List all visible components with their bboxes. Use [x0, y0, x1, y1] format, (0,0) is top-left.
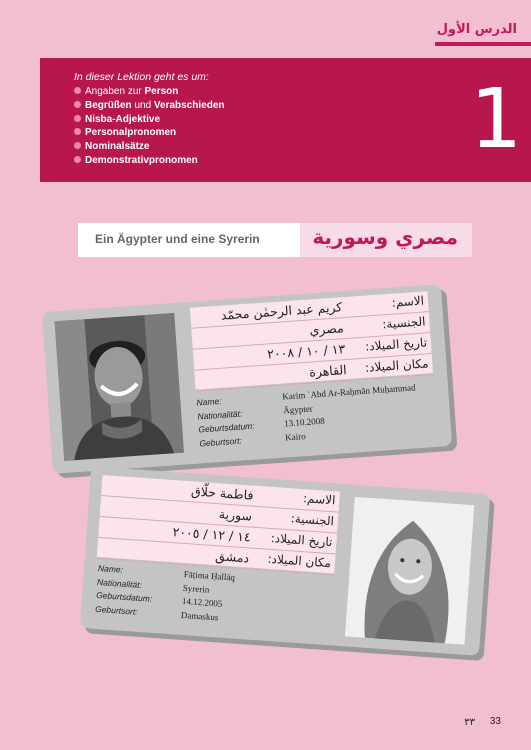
topic-bold: Nominalsätze [85, 141, 150, 153]
arabic-label: الجنسية: [381, 314, 426, 332]
german-form [196, 381, 439, 452]
page-number-arabic: ٣٣ [464, 717, 475, 728]
portrait-photo-man [55, 313, 184, 461]
id-card-karim [42, 284, 452, 474]
arabic-value: سورية [218, 506, 253, 524]
german-label: Name: [97, 562, 124, 575]
title-german: Ein Ägypter und eine Syrerin [95, 232, 260, 246]
bullet-icon [74, 87, 81, 94]
topic-bold: Demonstrativpronomen [85, 154, 198, 166]
topic-list [74, 85, 225, 168]
arabic-value: ١٤ / ١٢ / ٢٠٠٥ [172, 524, 252, 545]
id-card-fatima [80, 466, 490, 656]
lesson-banner [40, 58, 531, 182]
arabic-value: مصري [308, 320, 345, 338]
german-label: Geburtsdatum: [95, 589, 153, 604]
arabic-label: مكان الميلاد: [267, 551, 332, 571]
bullet-icon [74, 156, 81, 163]
arabic-label: تاريخ الميلاد: [364, 335, 428, 354]
german-value: Kairo [284, 430, 306, 442]
arabic-label: الاسم: [391, 293, 425, 310]
topic-item [74, 140, 225, 154]
bullet-icon [74, 101, 81, 108]
topic-item [74, 113, 225, 127]
german-label: Nationalität: [96, 576, 143, 590]
german-value: Ägypter [282, 403, 314, 416]
topic-item [74, 126, 225, 140]
arabic-value: كريم عبد الرحمٰن محمّد [220, 299, 343, 323]
arabic-label: الاسم: [302, 491, 336, 508]
section-title [78, 223, 472, 257]
arabic-value: القاهرة [308, 362, 348, 380]
arabic-label: الجنسية: [290, 511, 335, 529]
arabic-label: مكان الميلاد: [364, 356, 429, 375]
german-label: Geburtsort: [94, 603, 139, 617]
german-label: Nationalität: [197, 407, 243, 422]
topic-bold: Nisba-Adjektive [85, 113, 161, 125]
arabic-label: تاريخ الميلاد: [270, 530, 333, 550]
topic-item [74, 99, 225, 113]
german-value: Fāṭima Ḥallāq [183, 568, 236, 583]
arabic-value: فاطمة حلّاق [190, 483, 255, 503]
german-value: 13.10.2008 [283, 415, 325, 429]
topic-bold: Begrüßen [85, 99, 132, 111]
banner-intro: In dieser Lektion geht es um: [74, 71, 209, 83]
topic-text: und [131, 99, 154, 111]
arabic-value: ١٣ / ١٠ / ٢٠٠٨ [266, 341, 346, 362]
lesson-underline [435, 42, 531, 46]
arabic-form [190, 291, 433, 389]
german-value: 14.12.2005 [181, 595, 223, 609]
topic-bold: Verabschieden [153, 99, 225, 111]
lesson-number: 1 [470, 72, 523, 167]
topic-text: Angaben zur [85, 86, 145, 97]
topic-bold: Personalpronomen [85, 127, 177, 139]
german-value: Syrerin [182, 582, 210, 595]
title-arabic: مصري وسورية [312, 225, 458, 249]
lesson-label: الدرس الأول [436, 22, 517, 37]
bullet-icon [74, 115, 81, 122]
german-form [95, 563, 338, 634]
topic-item [74, 154, 225, 168]
german-value: Damaskus [180, 609, 219, 622]
bullet-icon [74, 142, 81, 149]
bullet-icon [74, 128, 81, 135]
arabic-value: دمشق [214, 548, 250, 566]
topic-item [74, 85, 225, 99]
topic-bold: Person [144, 86, 179, 97]
german-label: Geburtsort: [198, 435, 243, 448]
german-value: Karim ʿAbd Ar-Raḥmān Muḥammad [281, 382, 416, 402]
page-number: 33 [489, 716, 501, 727]
portrait-photo-woman [345, 497, 474, 645]
german-label: Name: [196, 395, 222, 408]
german-label: Geburtsdatum: [198, 420, 255, 435]
title-arabic-box [300, 223, 472, 257]
arabic-form [97, 475, 340, 573]
